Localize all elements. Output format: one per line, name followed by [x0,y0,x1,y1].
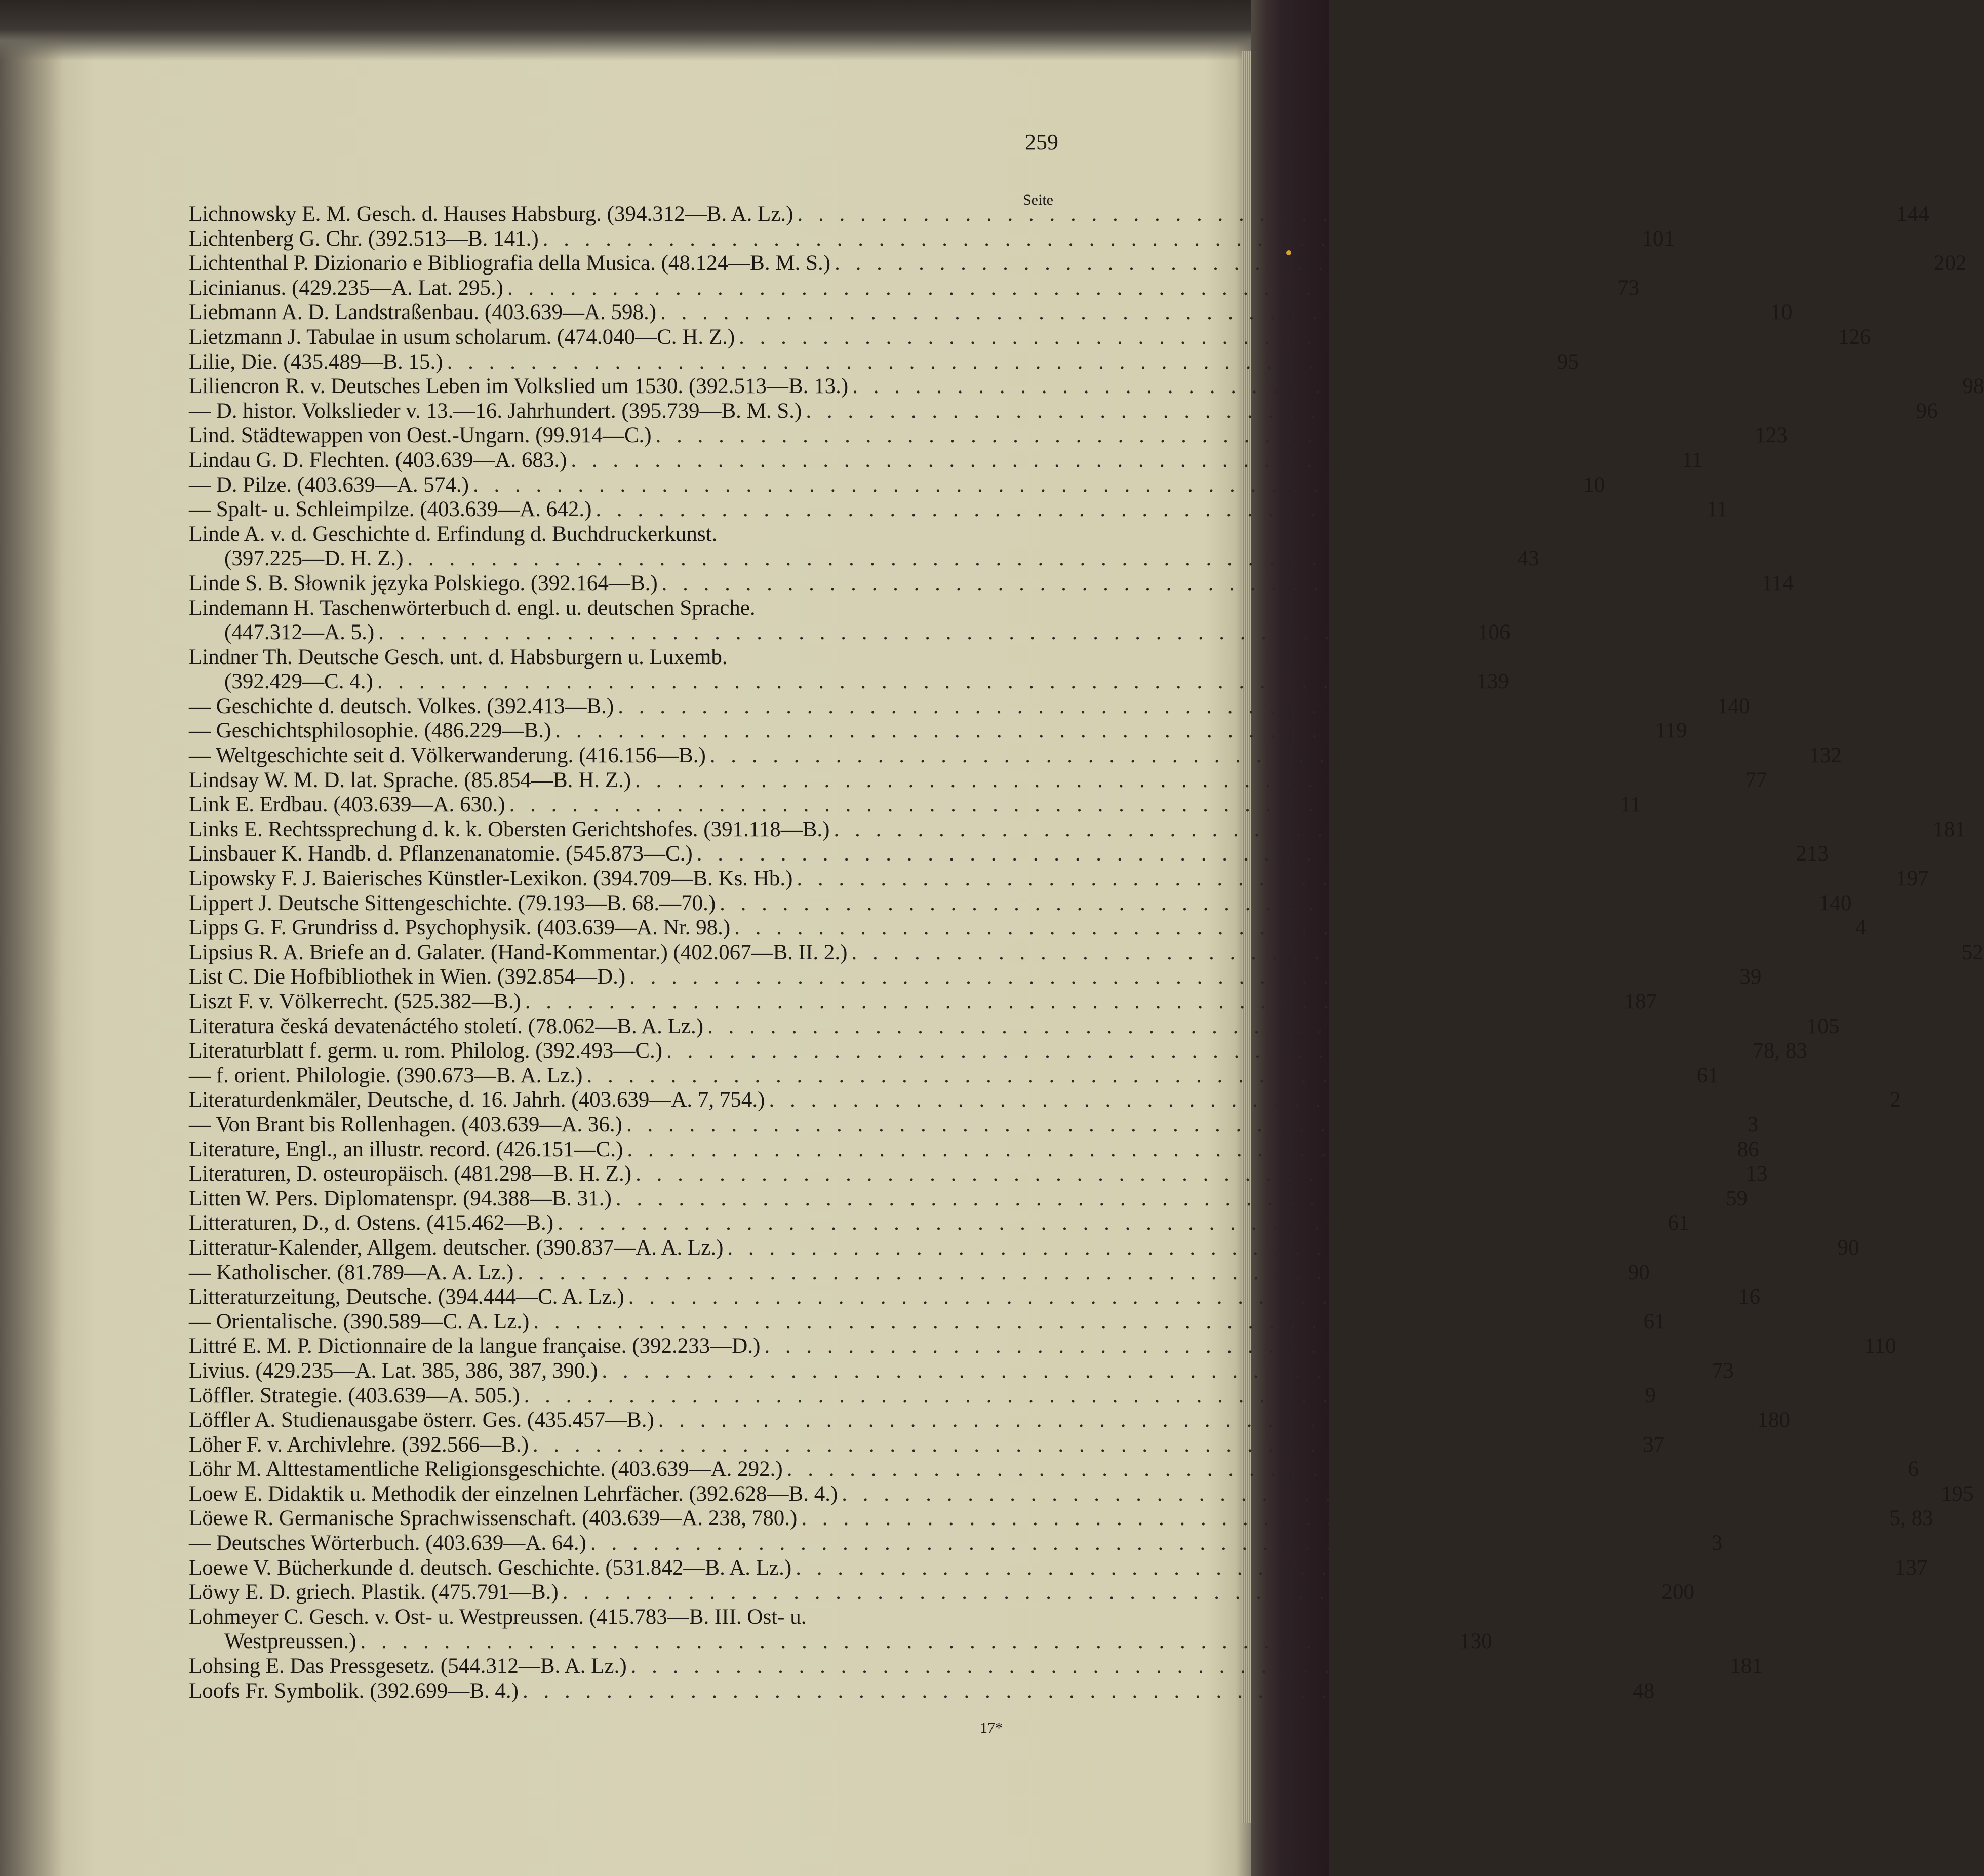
entry-text: Lippert J. Deutsche Sittengeschichte. (79.193—B. 68.—70.) [189,891,716,915]
entry-line [189,719,1687,744]
entry-line [189,817,1966,842]
entry-line [189,990,1657,1014]
entry-continuation-line [189,1629,1492,1654]
entry-text: — Orientalische. (390.589—C. A. Lz.) [189,1309,530,1334]
entry-page-ref: 126 [1838,325,1871,349]
entry-text: Litteraturzeitung, Deutsche. (394.444—C. A. Lz.) [189,1285,624,1309]
entry-text: Westpreussen.) [224,1629,356,1654]
entry-page-ref: 95 [1557,349,1579,374]
entry-page-ref: 123 [1755,423,1788,448]
entry-line [189,571,1794,596]
dot-leader [598,1359,1684,1384]
dot-leader [783,1457,1869,1482]
entry-page-ref: 197 [1896,867,1929,891]
dot-leader [791,1556,1878,1581]
dot-leader [625,965,1712,990]
entry-page-ref: 200 [1661,1580,1694,1605]
entry-page-ref: 213 [1796,842,1829,866]
entry-line [189,399,1938,424]
entry-page-ref: 39 [1739,965,1762,989]
dot-leader [469,473,1555,498]
entry-text: Lohmeyer C. Gesch. v. Ost- u. Westpreussen. (415.783—B. III. Ost- u. [189,1605,807,1629]
entry-page-ref: 130 [1459,1629,1492,1654]
entry-line [189,1186,1748,1211]
entry-line [189,940,1983,965]
entry-page-ref: 4 [1855,916,1867,940]
entry-text: — Spalt- u. Schleimpilze. (403.639—A. 642.) [189,497,592,522]
entry-line [189,744,1842,768]
index-entry [189,1235,1859,1261]
index-entry [189,1334,1896,1359]
entry-line [189,1358,1734,1384]
dot-leader [503,276,1590,301]
entry-page-ref: 90 [1837,1235,1859,1260]
dot-leader [830,251,1917,276]
dot-leader [443,350,1529,375]
entry-page-ref: 105 [1806,1014,1840,1038]
entry-text: Lind. Städtewappen von Oest.-Ungarn. (99.914—C.) [189,423,652,448]
dot-leader [583,1064,1669,1088]
index-entry [189,1014,1840,1039]
index-entry [189,744,1842,768]
page-number: 259 [1025,130,1058,154]
entry-text: — Geschichtsphilosophie. (486.229—B.) [189,719,551,743]
entry-page-ref: 16 [1738,1285,1761,1309]
index-entry [189,325,1871,350]
entry-page-ref: 11 [1620,793,1641,817]
dot-leader [521,990,1607,1014]
index-entry [189,571,1794,596]
entry-text: Linsbauer K. Handb. d. Pflanzenanatomie. (545.873—C.) [189,842,693,866]
entry-line [189,1481,1974,1507]
entry-text: Lindsay W. M. D. lat. Sprache. (85.854—B. H. Z.) [189,768,631,792]
entry-page-ref: 137 [1894,1555,1928,1580]
entry-page-ref: 73 [1617,276,1640,300]
column-header-seite: Seite [1023,191,1053,208]
entry-page-ref: 132 [1809,744,1842,768]
index-entry [189,251,1967,276]
dot-leader [848,374,1934,399]
entry-line [189,1014,1840,1039]
index-entry [189,596,1511,645]
entry-page-ref: 11 [1707,497,1728,522]
entry-page-ref: 78, 83 [1753,1039,1807,1063]
entry-text: — f. orient. Philologie. (390.673—B. A. Lz.) [189,1063,583,1087]
entry-line [189,596,1055,621]
entry-text: Loew E. Didaktik u. Methodik der einzelnen Lehrfächer. (392.628—B. 4.) [189,1481,838,1506]
dot-leader [760,1334,1846,1359]
dot-leader [847,941,1933,965]
entry-text: — D. Pilze. (403.639—A. 574.) [189,473,469,497]
index-entry [189,817,1966,842]
dot-leader [505,793,1592,817]
entry-text: (447.312—A. 5.) [224,620,375,645]
entry-page-ref: 101 [1642,226,1675,251]
dot-leader [373,670,1459,694]
dot-leader [622,1113,1709,1138]
index-entry [189,276,1640,301]
entry-page-ref: 61 [1696,1063,1719,1087]
entry-page-ref: 140 [1818,891,1852,915]
entry-text: Liszt F. v. Völkerrecht. (525.382—B.) [189,990,521,1013]
entry-page-ref: 96 [1916,399,1938,423]
index-entry [189,1555,1928,1581]
entry-page-ref: 181 [1730,1654,1763,1678]
entry-text: Livius. (429.235—A. Lat. 385, 386, 387, 390.) [189,1358,598,1383]
index-entry [189,719,1687,744]
entry-page-ref: 106 [1477,620,1511,645]
entry-page-ref: 181 [1933,817,1966,841]
entry-text: Lindemann H. Taschenwörterbuch d. engl. u. deutschen Sprache. [189,596,756,620]
index-entry [189,202,1929,227]
index-entry [189,1678,1655,1704]
entry-text: (392.429—C. 4.) [224,670,373,694]
entry-line [189,694,1750,719]
dot-leader [551,719,1637,744]
entry-text: Licinianus. (429.235—A. Lat. 295.) [189,276,504,300]
entry-text: Löewe R. Germanische Sprachwissenschaft. (403.639—A. 238, 780.) [189,1506,798,1531]
entry-text: Lohsing E. Das Pressgesetz. (544.312—B. A. Lz.) [189,1654,627,1678]
index-entry [189,694,1750,719]
entry-text: — D. histor. Volkslieder v. 13.—16. Jahrhundert. (395.739—B. M. S.) [189,399,802,423]
dot-leader [654,1408,1740,1433]
index-entry [189,497,1728,522]
signature-mark: 17* [980,1719,1003,1736]
index-entry [189,473,1605,498]
dot-leader [716,891,1802,916]
entry-text: Loewe V. Bücherkunde d. deutsch. Geschichte. (531.842—B. A. Lz.) [189,1555,792,1580]
entry-page-ref: 5, 83 [1889,1506,1933,1531]
entry-page-ref: 180 [1757,1408,1791,1432]
index-entry [189,1654,1763,1679]
index-entry [189,1211,1690,1236]
entry-text: Literatura česká devatenáctého století. (78.062—B. A. Lz.) [189,1014,704,1038]
entry-line [189,916,1867,941]
index-entry [189,1039,1807,1064]
entry-text: Lietzmann J. Tabulae in usum scholarum. (474.040—C. H. Z.) [189,325,735,349]
page-top-shadow [0,0,1329,61]
entry-page-ref: 59 [1726,1186,1748,1210]
dot-leader [623,1138,1709,1162]
entry-page-ref: 202 [1933,251,1967,276]
entry-text: Lipps G. F. Grundriss d. Psychophysik. (403.639—A. Nr. 98.) [189,916,731,940]
entry-line [189,276,1640,301]
index-entry [189,990,1657,1014]
entry-text: Litteraturen, D., d. Ostens. (415.462—B.) [189,1211,554,1235]
index-entry [189,940,1983,965]
entry-line [189,1432,1665,1458]
entry-line [189,497,1728,522]
dot-leader [703,1014,1790,1039]
index-entry [189,448,1703,473]
dot-leader [631,768,1717,793]
dot-leader [520,1384,1606,1409]
entry-line [189,1088,1901,1113]
entry-text: Lipowsky F. J. Baierisches Künstler-Lexikon. (394.709—B. Ks. Hb.) [189,867,793,891]
entry-text: Löffler. Strategie. (403.639—A. 505.) [189,1383,520,1408]
entry-page-ref: 37 [1643,1432,1665,1457]
entry-text: Loofs Fr. Symbolik. (392.699—B. 4.) [189,1678,519,1703]
index-entry [189,842,1829,867]
index-entry [189,1408,1791,1433]
entry-text: Löhr M. Alttestamentliche Religionsgeschichte. (403.639—A. 292.) [189,1457,783,1481]
entry-line [189,423,1788,448]
entry-line [189,965,1762,990]
index-entry [189,1358,1734,1384]
index-entry [189,1605,1492,1654]
entry-line [189,300,1793,325]
entry-text: — Geschichte d. deutsch. Volkes. (392.413—B.) [189,694,614,718]
entry-line [189,1235,1859,1261]
entry-text: Liebmann A. D. Landstraßenbau. (403.639—A. 598.) [189,300,657,325]
dot-leader [529,1433,1615,1458]
dot-leader [513,1261,1600,1285]
entry-page-ref: 52 [1961,940,1983,964]
index-entry [189,522,1539,571]
index-entry [189,349,1579,375]
index-entry [189,965,1762,990]
entry-page-ref: 10 [1770,300,1793,325]
entry-line [189,1408,1791,1433]
entry-line [189,374,1984,399]
entry-line [189,793,1641,817]
dot-leader [793,202,1880,227]
entry-line [189,202,1929,227]
entry-line [189,349,1579,375]
index-entry [189,645,1510,694]
index-entry-list [189,202,1984,1703]
entry-line [189,1260,1650,1285]
entry-line [189,1555,1928,1581]
dot-leader [656,300,1742,325]
dot-leader [614,694,1700,719]
entry-text: Löher F. v. Archivlehre. (392.566—B.) [189,1432,529,1457]
entry-line [189,1531,1723,1556]
dot-leader [838,1482,1924,1507]
index-entry [189,768,1767,793]
dot-leader [539,227,1625,252]
entry-page-ref: 73 [1712,1358,1734,1383]
dot-leader [723,1236,1809,1261]
entry-page-ref: 61 [1668,1211,1690,1235]
dot-leader [802,399,1888,424]
index-entry [189,1112,1759,1138]
entry-text: Literaturblatt f. germ. u. rom. Philolog. (392.493—C.) [189,1039,663,1063]
index-entry [189,891,1852,916]
entry-line [189,1211,1690,1236]
index-entry [189,1432,1665,1458]
entry-line [189,325,1871,350]
dot-leader [693,842,1779,867]
dot-leader [356,1629,1442,1654]
index-entry [189,1137,1759,1162]
entry-text: Links E. Rechtssprechung d. k. k. Obersten Gerichtshofes. (391.118—B.) [189,817,830,841]
index-entry [189,1531,1723,1556]
entry-text: Lipsius R. A. Briefe an d. Galater. (Hand-Kommentar.) (402.067—B. II. 2.) [189,940,848,964]
entry-page-ref: 110 [1864,1334,1896,1358]
entry-page-ref: 10 [1583,473,1605,497]
dot-leader [627,1654,1713,1679]
entry-text: Linde A. v. d. Geschichte d. Erfindung d. Buchdruckerkunst. [189,522,718,546]
index-entry [189,1260,1650,1285]
entry-page-ref: 3 [1711,1531,1723,1555]
index-entry [189,1506,1933,1531]
entry-page-ref: 114 [1762,571,1794,595]
index-entry [189,1309,1665,1335]
dot-leader [658,571,1744,596]
entry-text: — Weltgeschichte seit d. Völkerwanderung. (416.156—B.) [189,744,706,768]
dot-leader [829,817,1916,842]
entry-text: Literaturen, D. osteuropäisch. (481.298—B. H. Z.) [189,1162,632,1186]
entry-text: Lichnowsky E. M. Gesch. d. Hauses Habsburg. (394.312—B. A. Lz.) [189,202,793,226]
entry-page-ref: 77 [1745,768,1767,792]
entry-continuation-line [189,620,1511,645]
dot-leader [792,867,1879,891]
entry-page-ref: 2 [1890,1088,1901,1112]
entry-page-ref: 119 [1655,719,1687,743]
entry-page-ref: 195 [1941,1481,1974,1506]
entry-page-ref: 90 [1628,1260,1650,1284]
entry-line [189,1334,1896,1359]
index-entry [189,1383,1656,1409]
index-entry [189,226,1675,252]
entry-page-ref: 13 [1745,1162,1768,1186]
entry-line [189,1383,1656,1409]
entry-page-ref: 11 [1682,448,1703,472]
entry-page-ref: 144 [1896,202,1929,226]
entry-page-ref: 187 [1624,990,1657,1013]
dot-leader [567,448,1653,473]
entry-line [189,891,1852,916]
entry-line [189,1678,1655,1704]
dot-leader [374,620,1460,645]
entry-text: Löffler A. Studienausgabe österr. Ges. (435.457—B.) [189,1408,654,1432]
entry-page-ref: 98 [1962,374,1984,399]
entry-line [189,1039,1807,1064]
entry-line [189,1162,1768,1187]
index-entry [189,300,1793,325]
entry-line [189,473,1605,498]
entry-line [189,448,1703,473]
dot-leader [519,1679,1605,1704]
entry-line [189,842,1829,867]
entry-text: Literature, Engl., an illustr. record. (426.151—C.) [189,1137,623,1161]
index-entry [189,916,1867,941]
entry-line [189,1063,1719,1088]
entry-page-ref: 139 [1476,670,1510,694]
entry-text: Lindau G. D. Flechten. (403.639—A. 683.) [189,448,567,472]
entry-line [189,1580,1694,1605]
entry-line [189,768,1767,793]
entry-line [189,1605,1055,1630]
index-entry [189,399,1938,424]
dot-leader [797,1506,1883,1531]
entry-text: Litten W. Pers. Diplomatenspr. (94.388—B. 31.) [189,1186,612,1210]
dot-leader [586,1531,1673,1556]
dot-leader [404,546,1490,571]
entry-page-ref: 6 [1908,1457,1919,1481]
entry-text: Linde S. B. Słownik języka Polskiego. (392.164—B.) [189,571,658,595]
index-entry [189,1162,1768,1187]
dot-leader [706,744,1792,768]
index-entry [189,1481,1974,1507]
entry-line [189,226,1675,252]
dot-leader [553,1211,1640,1236]
entry-text: Lilie, Die. (435.489—B. 15.) [189,349,443,374]
entry-line [189,1137,1759,1162]
entry-page-ref: 61 [1643,1309,1665,1334]
dot-leader [631,1162,1718,1187]
entry-page-ref: 9 [1645,1383,1656,1408]
entry-line [189,1457,1919,1482]
entry-page-ref: 140 [1717,694,1750,718]
entry-line [189,522,1055,547]
entry-text: Lichtenberg G. Chr. (392.513—B. 141.) [189,226,539,251]
entry-text: Löwy E. D. griech. Plastik. (475.791—B.) [189,1580,559,1605]
dot-leader [765,1088,1851,1113]
index-entry [189,1063,1719,1088]
entry-continuation-line [189,670,1510,694]
index-entry [189,1088,1901,1113]
dot-leader [624,1285,1711,1310]
entry-line [189,1506,1933,1531]
entry-text: List C. Die Hofbibliothek in Wien. (392.854—D.) [189,965,626,989]
entry-page-ref: 43 [1517,546,1539,571]
dot-leader [735,325,1821,350]
entry-page-ref: 3 [1747,1112,1759,1137]
entry-line [189,1112,1759,1138]
entry-line [189,645,1055,670]
index-entry [189,1457,1919,1482]
entry-text: Lichtenthal P. Dizionario e Bibliografia della Musica. (48.124—B. M. S.) [189,251,831,276]
entry-continuation-line [189,546,1539,571]
entry-page-ref: 86 [1737,1137,1759,1161]
entry-text: Lindner Th. Deutsche Gesch. unt. d. Habsburgern u. Luxemb. [189,645,728,669]
dot-leader [612,1187,1698,1211]
entry-line [189,1654,1763,1679]
index-entry [189,1285,1761,1310]
index-entry [189,1186,1748,1211]
entry-line [189,867,1929,891]
entry-text: — Von Brant bis Rollenhagen. (403.639—A. 36.) [189,1112,622,1137]
dot-leader [529,1310,1615,1335]
index-entry [189,867,1929,891]
index-entry [189,423,1788,448]
index-entry [189,1580,1694,1605]
entry-text: (397.225—D. H. Z.) [224,546,404,571]
entry-line [189,1285,1761,1310]
index-entry [189,374,1984,399]
dot-leader [591,497,1678,522]
entry-page-ref: 48 [1633,1678,1655,1703]
entry-text: Litteratur-Kalender, Allgem. deutscher. (390.837—A. A. Lz.) [189,1235,724,1260]
entry-text: — Deutsches Wörterbuch. (403.639—A. 64.) [189,1531,586,1555]
dot-leader [662,1039,1749,1064]
entry-text: Link E. Erdbau. (403.639—A. 630.) [189,793,505,817]
dot-leader [652,423,1738,448]
index-entry [189,793,1641,817]
entry-text: Liliencron R. v. Deutsches Leben im Volkslied um 1530. (392.513—B. 13.) [189,374,849,399]
entry-text: Literaturdenkmäler, Deutsche, d. 16. Jahrh. (403.639—A. 7, 754.) [189,1088,765,1112]
entry-line [189,251,1967,276]
entry-text: — Katholischer. (81.789—A. A. Lz.) [189,1260,514,1284]
entry-line [189,1309,1665,1335]
entry-text: Littré E. M. P. Dictionnaire de la langue française. (392.233—D.) [189,1334,761,1358]
dot-leader [730,916,1816,941]
dot-leader [559,1580,1645,1605]
